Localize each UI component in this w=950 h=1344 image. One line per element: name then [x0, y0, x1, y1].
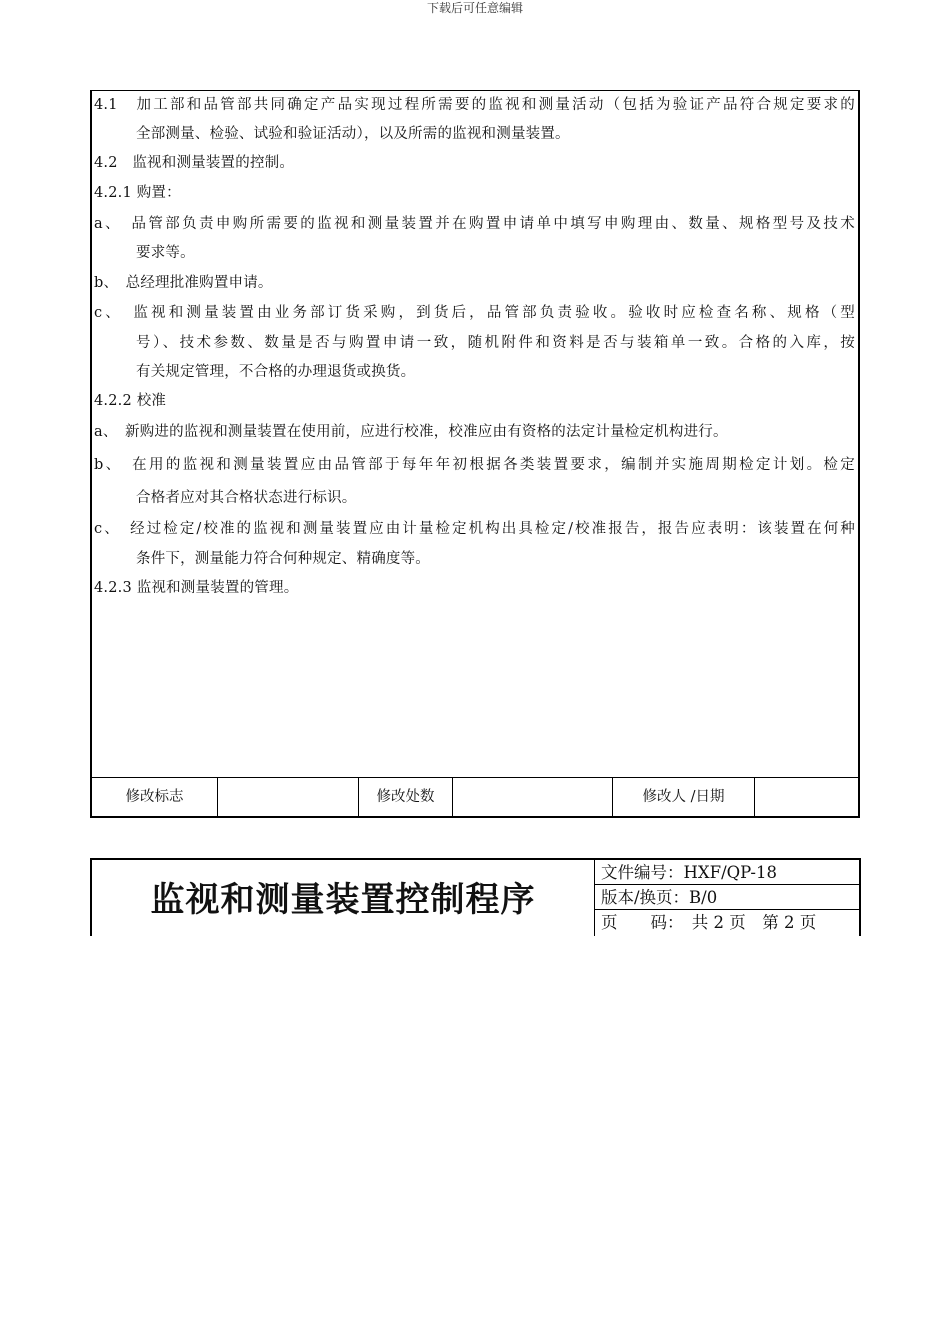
page-header-note: 下载后可任意编辑 — [426, 1, 523, 15]
page-count: 页 码： 共 2 页 第 2 页 — [601, 913, 817, 932]
clause-4-2: 4.2 监视和测量装置的控制。 — [94, 155, 295, 171]
revision-count-label: 修改处数 — [359, 778, 453, 816]
file-number: 文件编号：HXF/QP-18 — [595, 860, 859, 885]
clause-4-2-2-b-line-2: 合格者应对其合格状态进行标识。 — [136, 490, 357, 506]
clause-4-2-2-b-line-1: b、 在用的监视和测量装置应由品管部于每年年初根据各类装置要求，编制并实施周期检定计划。检定 — [94, 457, 855, 473]
document-title: 监视和测量装置控制程序 — [150, 880, 536, 920]
revision-person-date-label: 修改人 /日期 — [613, 778, 755, 816]
clause-4-2-1-a-line-2: 要求等。 — [136, 245, 195, 261]
clause-4-2-1-a-line-1: a、 品管部负责申购所需要的监视和测量装置并在购置申请单中填写申购理由、数量、规格型号及技术 — [94, 216, 855, 232]
revision-count-value — [453, 778, 613, 816]
clause-4-1-line-2: 全部测量、检验、试验和验证活动），以及所需的监视和测量装置。 — [136, 126, 570, 142]
clause-4-2-1-b: b、 总经理批准购置申请。 — [94, 275, 273, 291]
clause-4-2-1-c-line-2: 号）、技术参数、数量是否与购置申请一致，随机附件和资料是否与装箱单一致。合格的入库，按 — [136, 335, 855, 351]
clause-4-1-line-1: 4.1 加工部和品管部共同确定产品实现过程所需要的监视和测量活动（包括为验证产品符合规定要求的 — [94, 97, 855, 113]
clause-4-2-1-c-line-1: c、 监视和测量装置由业务部订货采购，到货后，品管部负责验收。验收时应检查名称、规格（型 — [94, 305, 855, 321]
clause-4-2-1: 4.2.1 购置： — [94, 185, 181, 201]
clause-4-2-3: 4.2.3 监视和测量装置的管理。 — [94, 580, 299, 596]
revision-mark-value — [218, 778, 359, 816]
clause-4-2-1-c-line-3: 有关规定管理，不合格的办理退货或换货。 — [136, 364, 416, 380]
clause-4-2-2: 4.2.2 校准 — [94, 393, 167, 409]
document-meta — [594, 860, 859, 936]
revision-record-row — [92, 777, 858, 816]
clause-4-2-2-a: a、 新购进的监视和测量装置在使用前，应进行校准，校准应由有资格的法定计量检定机构进行。 — [94, 424, 728, 440]
clause-4-2-2-c-line-2: 条件下，测量能力符合何种规定、精确度等。 — [136, 551, 430, 567]
revision-person-date-value — [755, 778, 858, 816]
procedure-content-box — [90, 90, 860, 818]
clause-4-2-2-c-line-1: c、 经过检定/校准的监视和测量装置应由计量检定机构出具检定/校准报告，报告应表明：该装置在何种 — [94, 521, 855, 537]
version-page: 版本/换页：B/0 — [595, 885, 859, 910]
revision-mark-label: 修改标志 — [92, 778, 218, 816]
document-header-block — [90, 858, 861, 936]
